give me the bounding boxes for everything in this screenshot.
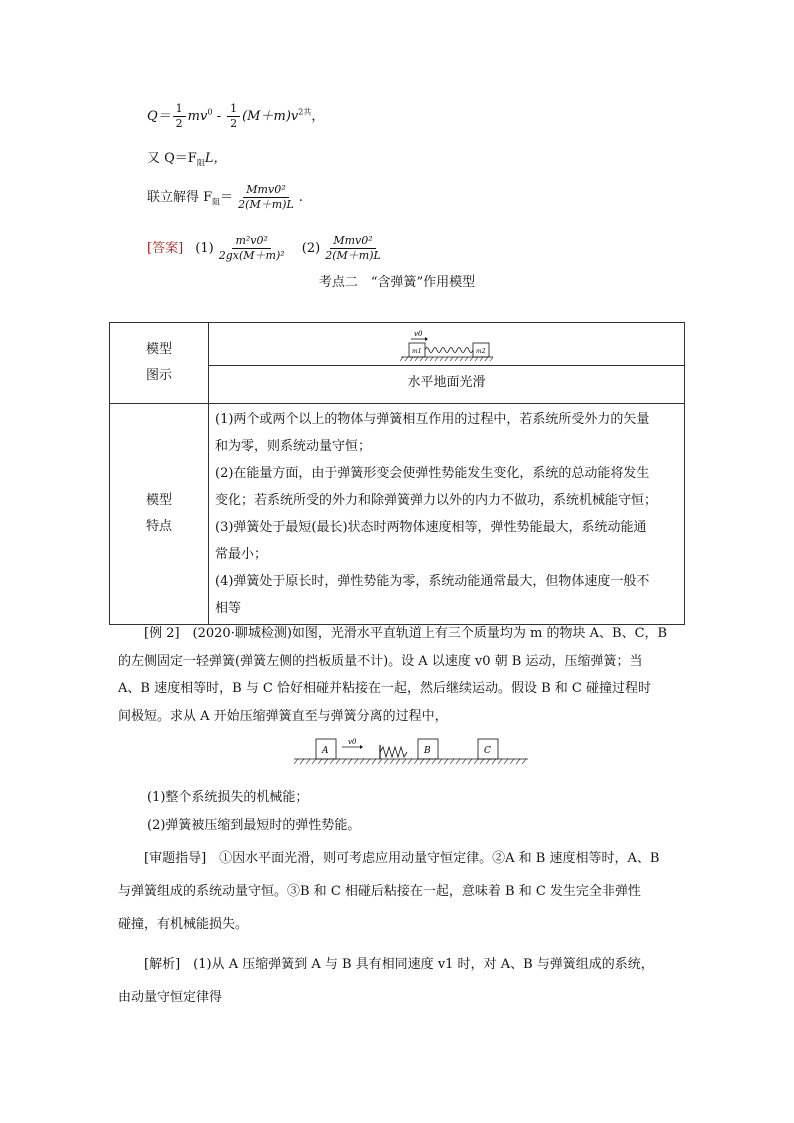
example-paragraph bbox=[118, 620, 690, 730]
feature-line: 常最小； bbox=[215, 547, 268, 562]
formula-q-lhs: Q＝ bbox=[147, 109, 171, 124]
spring-coil bbox=[425, 347, 473, 352]
figure-cell bbox=[209, 323, 685, 404]
analysis-paragraph bbox=[118, 948, 690, 1014]
answer-fraction-2: $\frac{\text{Mmv0²}}{2(M+m)L}$ bbox=[325, 234, 381, 262]
feature-line: 和为零，则系统动量守恒； bbox=[215, 439, 372, 454]
block-m2-label: m2 bbox=[475, 347, 486, 355]
feature-line: (3)弹簧处于最短(最长)状态时两物体速度相等，弹性势能最大，系统动能通 bbox=[215, 520, 647, 535]
answer-fraction-1: $\frac{\text{m²v0²}}{\text{2gx(M＋m)²}}$ bbox=[218, 234, 285, 262]
questions bbox=[147, 784, 687, 839]
section-title: 考点二 “含弹簧”作用模型 bbox=[318, 275, 476, 290]
example-line: 间极短。求从 A 开始压缩弹簧直至与弹簧分离的过程中， bbox=[118, 708, 448, 724]
question-2: (2)弹簧被压缩到最短时的弹性势能。 bbox=[147, 817, 361, 833]
example-figure bbox=[292, 735, 532, 771]
guide-line: 碰撞，有机械能损失。 bbox=[118, 917, 249, 932]
formula-also: 又 $Q=F_阻L$， bbox=[147, 151, 227, 168]
model-table bbox=[109, 322, 685, 625]
block-a-label: A bbox=[322, 746, 329, 756]
formula-q: Q＝ $\frac{1}{2}$ $mv^0$ - $\frac{1}{2}$ $(M+m)v^{2共}$， bbox=[147, 102, 325, 130]
features-cell bbox=[209, 404, 685, 625]
fraction-half-1: $\frac{1}{2}$ bbox=[173, 102, 186, 131]
answer-tag: [答案] bbox=[147, 241, 184, 256]
feature-line: 变化；若系统所受的外力和除弹簧弹力以外的内力不做功，系统机械能守恒； bbox=[215, 493, 658, 508]
feature-line: (2)在能量方面，由于弹簧形变会使弹性势能发生变化，系统的总动能将发生 bbox=[215, 466, 650, 481]
velocity-arrowhead bbox=[425, 337, 428, 341]
example-line: 的左侧固定一轻弹簧(弹簧左侧的挡板质量不计)。设 A 以速度 v0 朝 B 运动，压缩弹簧；当 bbox=[118, 653, 643, 669]
row-label-figure: 模型 图示 bbox=[110, 323, 209, 404]
feature-line: (1)两个或两个以上的物体与弹簧相互作用的过程中，若系统所受外力的矢量 bbox=[215, 412, 650, 427]
figure-caption: 水平地面光滑 bbox=[209, 365, 684, 402]
question-1: (1)整个系统损失的机械能； bbox=[147, 790, 309, 805]
answer-line: [答案] (1) $\frac{\text{m²v0²}}{\text{2gx(M＋m)²}}$ (2) $\frac{\text{Mmv0²}}{2(M+m)L}$ bbox=[147, 234, 386, 263]
feature-line: (4)弹簧处于原长时，弹性势能为零，系统动能通常最大，但物体速度一般不 bbox=[215, 574, 650, 589]
example-line: [例 2] (2020·聊城检测)如图，光滑水平直轨道上有三个质量均为 m 的物块 A、B、C，B bbox=[144, 626, 668, 641]
example-line: A、B 速度相等时，B 与 C 恰好相碰并粘接在一起，然后继续运动。假设 B 和 C 碰撞过程时 bbox=[118, 681, 652, 696]
guide-line: 与弹簧组成的系统动量守恒。③B 和 C 相碰后粘接在一起，意味着 B 和 C 发生完全非弹性 bbox=[118, 884, 641, 899]
spring-model-figure bbox=[397, 329, 497, 365]
table-row-features bbox=[110, 404, 685, 625]
analysis-line: [解析] (1)从 A 压缩弹簧到 A 与 B 具有相同速度 v1 时，对 A、B 与弹簧组成的系统， bbox=[144, 957, 654, 972]
example-ground-hatching bbox=[294, 759, 526, 764]
block-b-label: B bbox=[424, 746, 431, 756]
ground-hatching bbox=[400, 357, 493, 361]
guide-line: [审题指导] ①因水平面光滑，则可考虑应用动量守恒定律。②A 和 B 速度相等时，A、B bbox=[144, 851, 660, 866]
analysis-line: 由动量守恒定律得 bbox=[118, 990, 223, 1005]
block-m1-label: m1 bbox=[411, 347, 422, 355]
example-v0-label: v0 bbox=[348, 738, 357, 746]
table-row-figure bbox=[110, 323, 685, 404]
formula-solve: 联立解得 $F_阻=$ $\frac{\text{Mmv0²}}{2(M+m)L}$ . bbox=[147, 183, 303, 211]
row-label-features: 模型 特点 bbox=[110, 404, 209, 625]
feature-line: 相等 bbox=[215, 601, 242, 616]
fraction-solve: $\frac{\text{Mmv0²}}{2(M+m)L}$ bbox=[238, 183, 294, 211]
fraction-half-2: $\frac{1}{2}$ bbox=[227, 102, 240, 131]
example-velocity-arrowhead bbox=[360, 745, 363, 749]
guide-paragraph bbox=[118, 842, 690, 941]
figure-v0-label: v0 bbox=[413, 329, 422, 338]
block-c-label: C bbox=[484, 746, 491, 756]
example-spring bbox=[380, 747, 407, 757]
